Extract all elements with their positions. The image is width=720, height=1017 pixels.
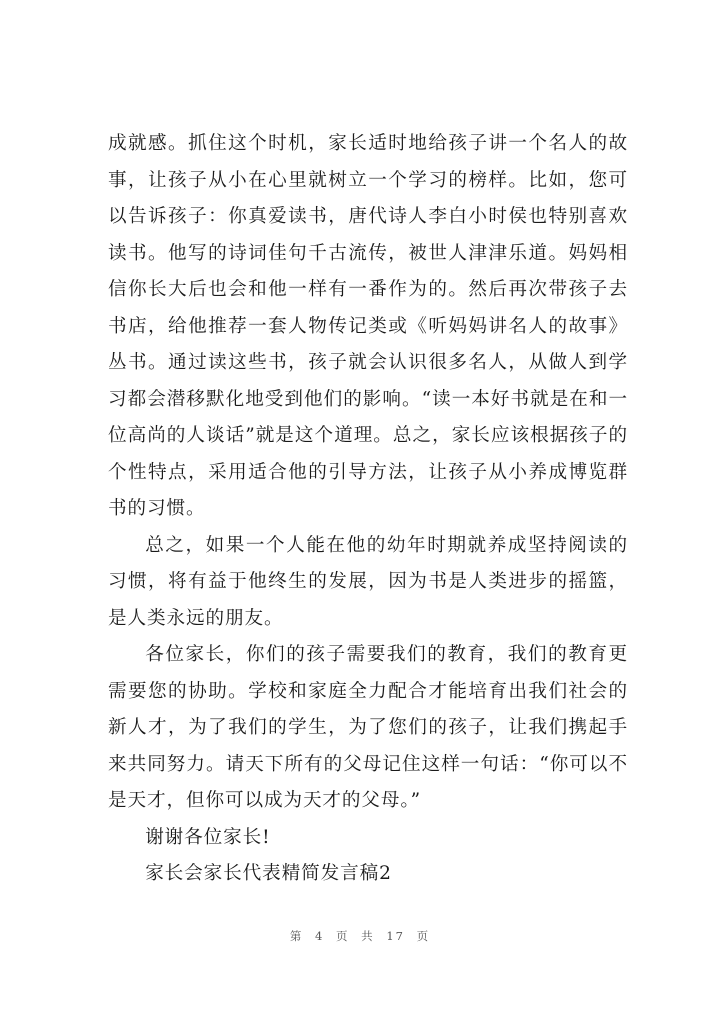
- paragraph-conclusion: 总之，如果一个人能在他的幼年时期就养成坚持阅读的习惯，将有益于他终生的发展，因为书是人类进步的摇篮，是人类永远的朋友。: [108, 534, 628, 629]
- document-body: [108, 126, 628, 893]
- paragraph-thanks: 谢谢各位家长!: [145, 826, 271, 848]
- section-heading: 家长会家长代表精简发言稿2: [145, 863, 392, 884]
- page-number-footer: 第 4 页 共 17 页: [289, 929, 431, 943]
- paragraph-appeal: 各位家长，你们的孩子需要我们的教育，我们的教育更需要您的协助。学校和家庭全力配合才能培育出我们社会的新人才，为了我们的学生，为了您们的孩子，让我们携起手来共同努力。请天下所有的父母记住这样一句话：“你可以不是天才，但你可以成为天才的父母。”: [108, 644, 628, 811]
- paragraph-story: 成就感。抓住这个时机，家长适时地给孩子讲一个名人的故事，让孩子从小在心里就树立一个学习的榜样。比如，您可以告诉孩子：你真爱读书，唐代诗人李白小时侯也特别喜欢读书。他写的诗词佳句千古流传，被世人津津乐道。妈妈相信你长大后也会和他一样有一番作为的。然后再次带孩子去书店，给他推荐一套人物传记类或《听妈妈讲名人的故事》丛书。通过读这些书，孩子就会认识很多名人，从做人到学习都会潜移默化地受到他们的影响。“读一本好书就是在和一位高尚的人谈话”就是这个道理。总之，家长应该根据孩子的个性特点，采用适合他的引导方法，让孩子从小养成博览群书的习惯。: [108, 133, 628, 519]
